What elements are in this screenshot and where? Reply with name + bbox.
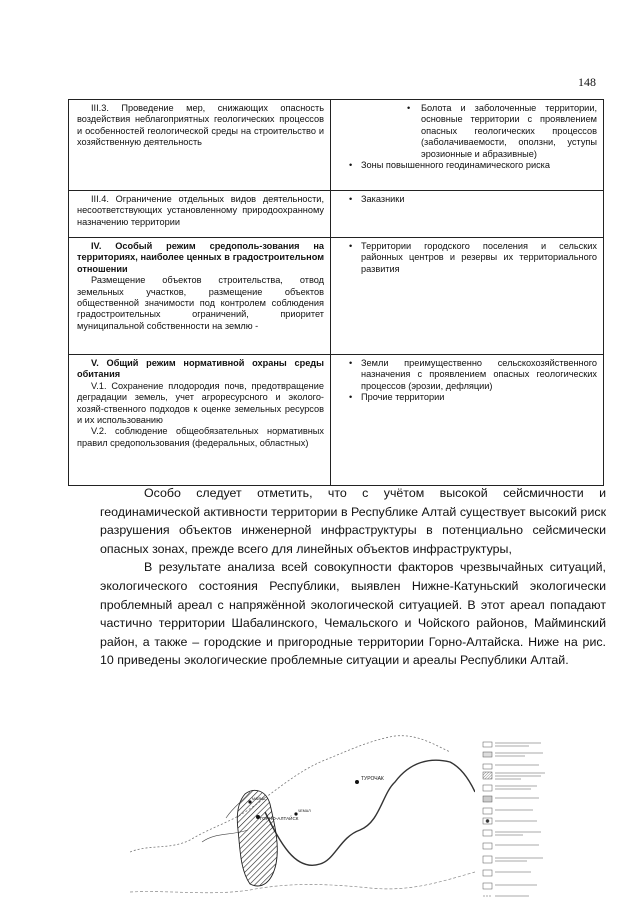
table-row — [69, 238, 604, 355]
map-label-chemal: ЧЕМАЛ — [298, 809, 311, 813]
paragraph: Особо следует отметить, что с учётом высокой сейсмичности и геодинамической активности территории в Республике Алтай существует высокий риск разрушения объектов инженерной инфраструктуры в потенциально сейсмически опасных зонах, прежде всего для линейных объектов инфраструктуры, — [100, 486, 606, 556]
table-cell-right — [331, 191, 604, 238]
region-boundary — [130, 872, 475, 893]
cell-text: III.3. Проведение мер, снижающих опасность воздействия неблагоприятных геологических процессов и особенностей геологической среды на строительство и хозяйственную деятельность — [77, 103, 324, 148]
table-row — [69, 355, 604, 486]
table-row — [69, 100, 604, 191]
zoning-table — [68, 99, 604, 486]
table-cell-left — [69, 238, 331, 355]
list-item: • Прочие территории — [351, 392, 597, 403]
list-item: • Зоны повышенного геодинамического риска — [351, 160, 597, 171]
table-cell-left — [69, 355, 331, 486]
map-label-mayma: МАЙМА — [252, 797, 266, 801]
table-cell-right — [331, 100, 604, 191]
cell-text: III.4. Ограничение отдельных видов деятельности, несоответствующих установленному природоохранному назначению территории — [77, 194, 324, 227]
cell-text: V.2. соблюдение общеобязательных нормативных правил средопользования (федеральных, областных) — [77, 426, 324, 448]
table-cell-left — [69, 100, 331, 191]
map-legend — [481, 740, 605, 900]
list-item: • Земли преимущественно сельскохозяйственного назначения с проявлением опасных геологических процессов (эрозии, дефляции) — [351, 358, 597, 392]
table-row — [69, 191, 604, 238]
list-item: • Территории городского поселения и сельских районных центров и резервы их территориального развития — [351, 241, 597, 275]
page-number: 148 — [578, 75, 596, 89]
paragraph: В результате анализа всей совокупности факторов чрезвычайных ситуаций, экологического состояния Республики, выявлен Нижне-Катуньский экологически проблемный ареал с напряжённой экологической ситуацией. В этот ареал попадают частично территории Шабалинского, Чемальского и Чойского районов, Майминский район, а также – городские и пригородные территории Горно-Алтайска. Ниже на рис. 10 приведены экологические проблемные ситуации и ареалы Республики Алтай. — [100, 560, 606, 668]
problem-area — [237, 790, 277, 886]
table-cell-right — [331, 355, 604, 486]
table-cell-left — [69, 191, 331, 238]
cell-heading: IV. Особый режим средополь-зования на территориях, наиболее ценных в градостроительном отношении — [77, 241, 324, 274]
list-item: • Заказники — [351, 194, 597, 205]
map-label-turochak: ТУРОЧАК — [361, 776, 384, 782]
body-text — [100, 484, 606, 670]
cell-text: V.1. Сохранение плодородия почв, предотвращение деградации земель, учет агроресурсного и эколого-хозяй-ственного подходов к оценке земельных ресурсов и их использованию — [77, 380, 324, 426]
region-boundary — [130, 736, 450, 852]
list-item: • Болота и заболоченные территории, основные территории с проявлением опасных геологических процессов (заболачиваемости, оползни, уступы эрозионные и абразивные) — [351, 103, 597, 160]
map-label-gorno-altaysk: ГОРНО-АЛТАЙСК — [260, 816, 299, 821]
map-figure — [130, 732, 475, 905]
legend-entry — [483, 742, 545, 896]
cell-text: Размещение объектов строительства, отвод земельных участков, размещение объектов общественной значимости под контролем соблюдения градостроительных ограничений, приоритет муниципальной собственности на землю - — [77, 275, 324, 331]
table-cell-right — [331, 238, 604, 355]
cell-heading: V. Общий режим нормативной охраны среды обитания — [77, 358, 324, 380]
settlement-marker — [355, 780, 359, 784]
